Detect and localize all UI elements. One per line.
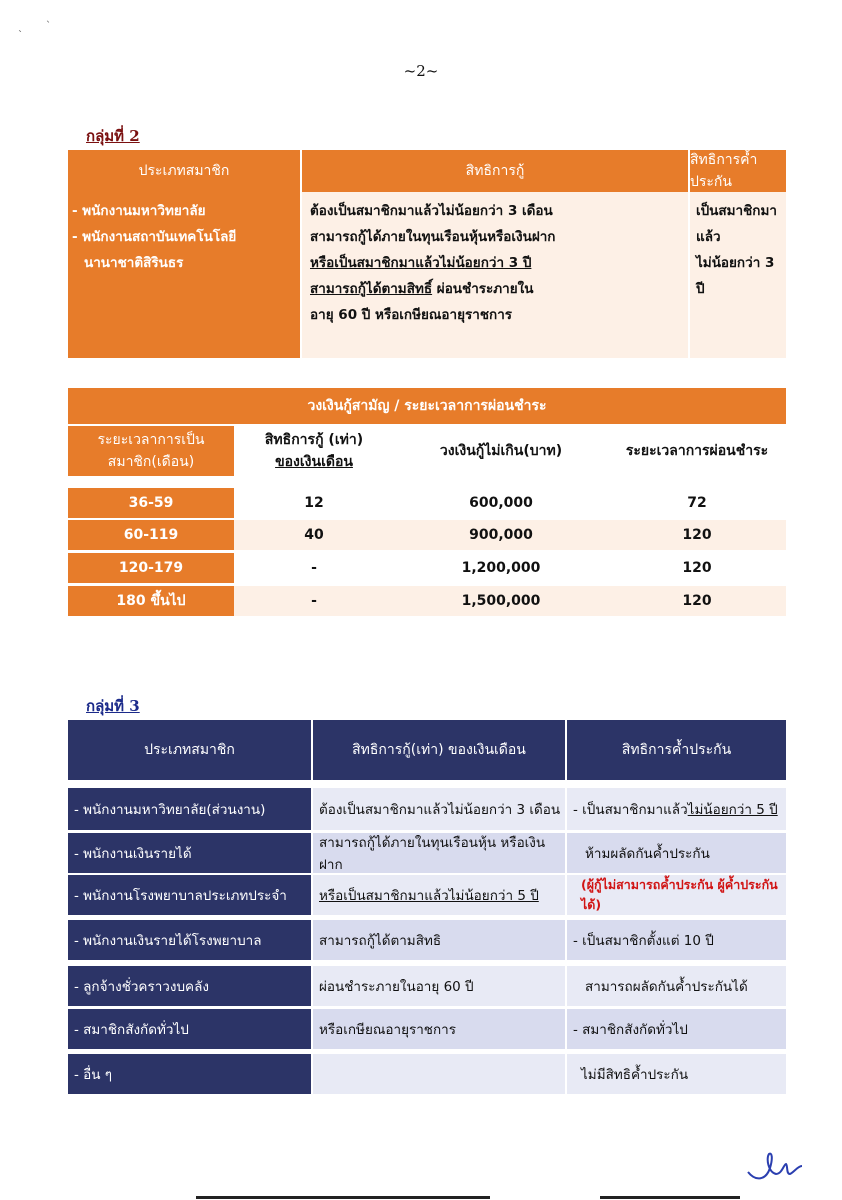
scan-mark: ˋ xyxy=(18,30,23,41)
row-period: 120 xyxy=(608,520,786,550)
bottom-rule xyxy=(600,1196,740,1199)
group3-header-loan: สิทธิการกู้(เท่า) ของเงินเดือน xyxy=(313,720,565,780)
g3-guarantee: ห้ามผลัดกันค้ำประกัน xyxy=(567,833,786,873)
row-limit: 900,000 xyxy=(394,520,608,550)
group2-header-guarantee: สิทธิการค้ำประกัน xyxy=(690,150,786,192)
g3-guarantee-text: - เป็นสมาชิกมาแล้ว xyxy=(573,802,688,818)
header-line: สิทธิการกู้ (เท่า) xyxy=(264,432,364,448)
row-period: 120 xyxy=(608,553,786,583)
g3-guarantee-warning: (ผู้กู้ไม่สามารถค้ำประกัน ผู้ค้ำประกันได้) xyxy=(567,875,786,915)
g3-loan: หรือเป็นสมาชิกมาแล้วไม่น้อยกว่า 5 ปี xyxy=(313,875,565,915)
loan-line: สามารถกู้ได้ตามสิทธิ์ xyxy=(310,281,433,297)
group3-header-guarantee: สิทธิการค้ำประกัน xyxy=(567,720,786,780)
row-months: 60-119 xyxy=(68,520,234,550)
bottom-rule xyxy=(196,1196,490,1199)
header-limit: วงเงินกู้ไม่เกิน(บาท) xyxy=(394,426,608,476)
group2-guarantee-rights xyxy=(690,192,786,358)
group2-header-member: ประเภทสมาชิก xyxy=(68,150,300,192)
g3-loan: ผ่อนชำระภายในอายุ 60 ปี xyxy=(313,966,565,1006)
header-line: สมาชิก(เดือน) xyxy=(107,454,195,470)
signature-icon xyxy=(742,1146,806,1194)
row-multiplier: 40 xyxy=(234,520,394,550)
member-line: - พนักงานมหาวิทยาลัย xyxy=(72,203,206,219)
row-multiplier: - xyxy=(234,553,394,583)
row-limit: 1,200,000 xyxy=(394,553,608,583)
loan-table-title: วงเงินกู้สามัญ / ระยะเวลาการผ่อนชำระ xyxy=(68,388,786,424)
row-months: 36-59 xyxy=(68,488,234,518)
member-line: - พนักงานสถาบันเทคโนโลยี xyxy=(72,229,237,245)
g3-member: - พนักงานเงินรายได้โรงพยาบาล xyxy=(68,920,311,960)
scan-mark: ˎ xyxy=(46,12,51,23)
g3-guarantee: - สมาชิกสังกัดทั่วไป xyxy=(567,1009,786,1049)
group3-header-member: ประเภทสมาชิก xyxy=(68,720,311,780)
g3-guarantee xyxy=(567,788,786,830)
row-multiplier: - xyxy=(234,586,394,616)
row-multiplier: 12 xyxy=(234,488,394,518)
loan-line: ผ่อนชำระภายใน xyxy=(432,281,534,297)
g3-guarantee-underlined: ไม่น้อยกว่า 5 ปี xyxy=(687,802,778,818)
loan-line: สามารถกู้ได้ภายในทุนเรือนหุ้นหรือเงินฝาก xyxy=(310,229,556,245)
g3-member: - พนักงานมหาวิทยาลัย(ส่วนงาน) xyxy=(68,788,311,830)
g3-guarantee: ไม่มีสิทธิค้ำประกัน xyxy=(567,1054,786,1094)
g3-loan: ต้องเป็นสมาชิกมาแล้วไม่น้อยกว่า 3 เดือน xyxy=(313,788,565,830)
row-limit: 1,500,000 xyxy=(394,586,608,616)
row-months: 180 ขึ้นไป xyxy=(68,586,234,616)
g3-loan: หรือเกษียณอายุราชการ xyxy=(313,1009,565,1049)
g3-guarantee: สามารถผลัดกันค้ำประกันได้ xyxy=(567,966,786,1006)
g3-member: - ลูกจ้างชั่วคราวงบคลัง xyxy=(68,966,311,1006)
page-number: ~2~ xyxy=(403,62,439,80)
guarantee-line: เป็นสมาชิกมาแล้ว xyxy=(696,203,777,245)
member-line: นานาชาติสิรินธร xyxy=(84,255,184,271)
group3-table xyxy=(68,720,786,1094)
group2-header-loan: สิทธิการกู้ xyxy=(302,150,688,192)
loan-line: อายุ 60 ปี หรือเกษียณอายุราชการ xyxy=(310,307,513,323)
header-multiplier xyxy=(234,426,394,476)
header-line: ระยะเวลาการเป็น xyxy=(97,432,205,448)
loan-limit-table xyxy=(68,388,786,618)
g3-guarantee: - เป็นสมาชิกตั้งแต่ 10 ปี xyxy=(567,920,786,960)
g3-loan: สามารถกู้ได้ตามสิทธิ xyxy=(313,920,565,960)
header-membership xyxy=(68,426,234,476)
guarantee-line: ไม่น้อยกว่า 3 ปี xyxy=(696,255,775,297)
header-line: ของเงินเดือน xyxy=(275,454,353,470)
group2-table xyxy=(68,150,786,358)
group3-title: กลุ่มที่ 3 xyxy=(86,697,140,715)
g3-member: - พนักงานเงินรายได้ xyxy=(68,833,311,873)
row-period: 72 xyxy=(608,488,786,518)
group2-loan-rights xyxy=(302,192,688,358)
g3-member: - อื่น ๆ xyxy=(68,1054,311,1094)
header-period: ระยะเวลาการผ่อนชำระ xyxy=(608,426,786,476)
row-months: 120-179 xyxy=(68,553,234,583)
g3-member: - สมาชิกสังกัดทั่วไป xyxy=(68,1009,311,1049)
g3-loan xyxy=(313,1054,565,1094)
loan-line: หรือเป็นสมาชิกมาแล้วไม่น้อยกว่า 3 ปี xyxy=(310,255,532,271)
row-limit: 600,000 xyxy=(394,488,608,518)
g3-member: - พนักงานโรงพยาบาลประเภทประจำ xyxy=(68,875,311,915)
loan-line: ต้องเป็นสมาชิกมาแล้วไม่น้อยกว่า 3 เดือน xyxy=(310,203,553,219)
group2-members xyxy=(68,192,300,358)
group2-title: กลุ่มที่ 2 xyxy=(86,127,140,145)
row-period: 120 xyxy=(608,586,786,616)
g3-loan: สามารถกู้ได้ภายในทุนเรือนหุ้น หรือเงินฝาก xyxy=(313,833,565,873)
